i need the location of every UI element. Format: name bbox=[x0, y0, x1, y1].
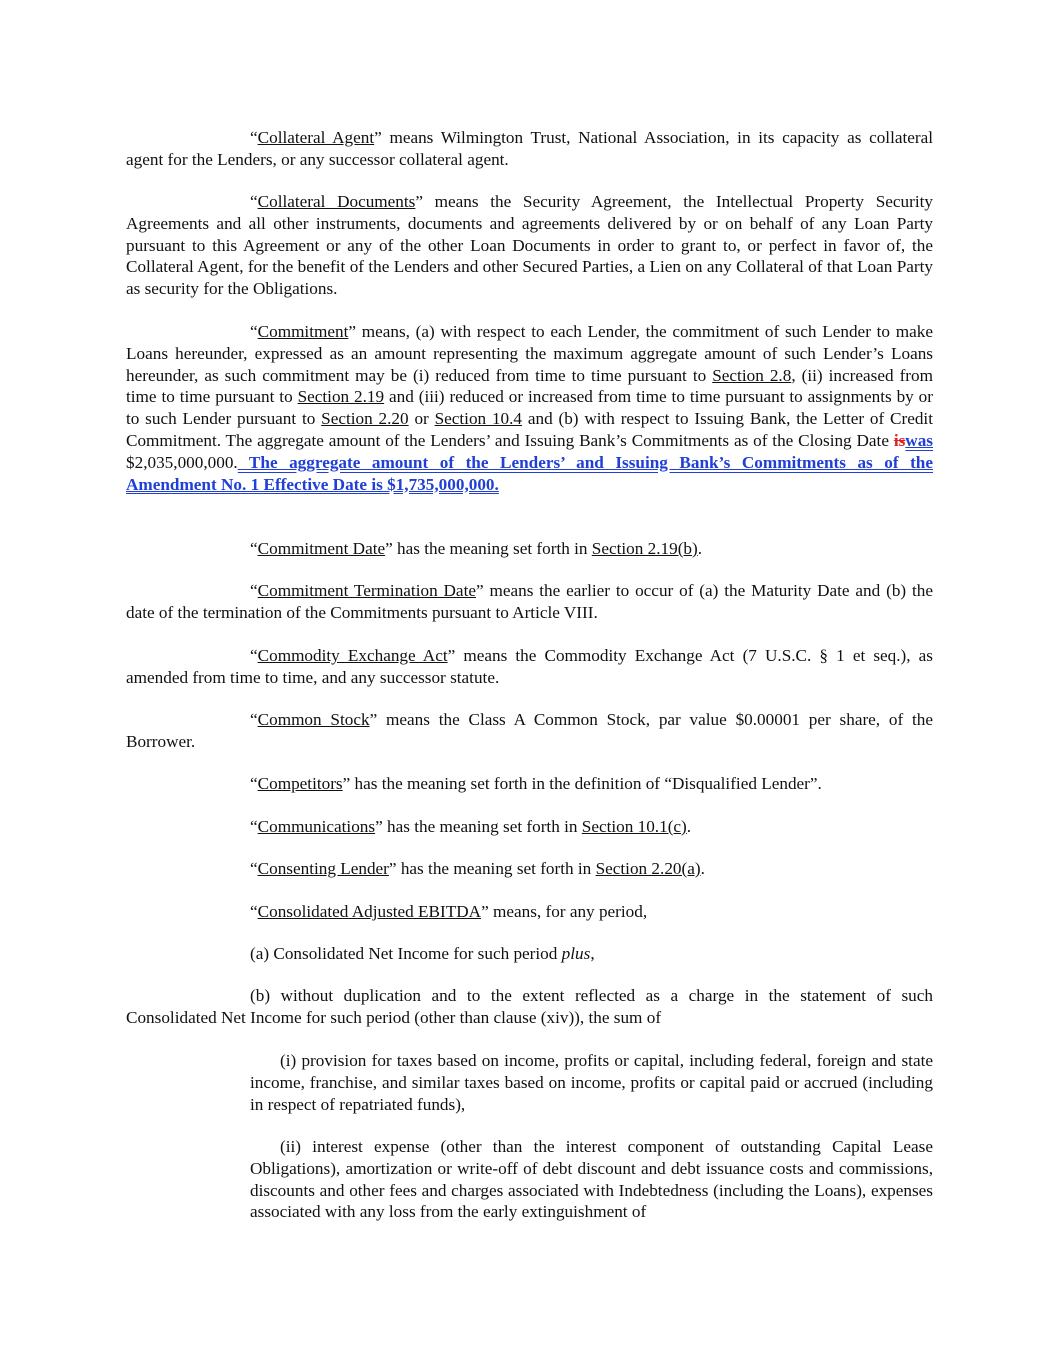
section-reference: Section 2.19 bbox=[297, 387, 385, 407]
defined-term: Communications bbox=[257, 817, 376, 836]
definition-commitment-date: “Commitment Date” has the meaning set forth in Section 2.19(b). bbox=[250, 539, 703, 558]
definition-competitors: “Competitors” has the meaning set forth in the definition of “Disqualified Lender”. bbox=[250, 774, 822, 793]
clause-a: (a) Consolidated Net Income for such period plus, bbox=[250, 944, 595, 963]
defined-term: Commitment bbox=[257, 322, 349, 341]
defined-term: Consolidated Adjusted EBITDA bbox=[257, 902, 482, 921]
defined-term: Commitment Date bbox=[257, 539, 386, 558]
section-reference: Section 10.4 bbox=[434, 409, 523, 429]
clause-b-i: (i) provision for taxes based on income, profits or capital, including federal, foreign and state income, franchise, and similar taxes based on income, profits or capital paid or accrued (including in respect of repatriated funds), bbox=[250, 1051, 933, 1114]
defined-term: Commitment Termination Date bbox=[257, 581, 476, 600]
section-reference: Section 2.19(b) bbox=[591, 539, 698, 558]
definition-consolidated-adjusted-ebitda: “Consolidated Adjusted EBITDA” means, for any period, bbox=[250, 902, 648, 921]
definition-collateral-documents: “Collateral Documents” means the Security Agreement, the Intellectual Property Security Agreements and all other instruments, documents and agreements delivered by or on behalf of any Loan Party pursuant to this Agreement or any of the other Loan Documents in order to grant to, or perfect in favor of, the Collateral Agent, for the benefit of the Lenders and other Secured Parties, a Lien on any Collateral of that Loan Party as security for the Obligations. bbox=[126, 192, 933, 299]
inserted-sentence: The aggregate amount of the Lenders’ and Issuing Bank’s Commitments as of the Amendment No. 1 Effective Date is $1,735,000,000. bbox=[126, 452, 933, 494]
definition-commitment: “Commitment” means, (a) with respect to each Lender, the commitment of such Lender to make Loans hereunder, expressed as an amount representing the maximum aggregate amount of such Lender’s Loans hereunder, as such commitment may be (i) reduced from time to time pursuant to Section 2.8, (ii) increased from time to time pursuant to Section 2.19 and (iii) reduced or increased from time to time pursuant to assignments by or to such Lender pursuant to Section 2.20 or Section 10.4 and (b) with respect to Issuing Bank, the Letter of Credit Commitment. The aggregate amount of the Lenders’ and Issuing Bank’s Commitments as of the Closing Date iswas $2,035,000,000. The aggregate amount of the Lenders’ and Issuing Bank’s Commitments as of the Amendment No. 1 Effective Date is $1,735,000,000. bbox=[126, 322, 933, 494]
definition-collateral-agent: “Collateral Agent” means Wilmington Trust, National Association, in its capacity as collateral agent for the Lenders, or any successor collateral agent. bbox=[126, 128, 934, 169]
definition-commodity-exchange-act: “Commodity Exchange Act” means the Commodity Exchange Act (7 U.S.C. § 1 et seq.), as amended from time to time, and any successor statute. bbox=[126, 646, 933, 687]
section-reference: Section 10.1(c) bbox=[581, 817, 687, 836]
defined-term: Consenting Lender bbox=[257, 859, 389, 878]
defined-term: Collateral Agent bbox=[257, 128, 375, 147]
clause-b-ii: (ii) interest expense (other than the interest component of outstanding Capital Lease Obligations), amortization or write-off of debt discount and debt issuance costs and commissions, discounts and other fees and charges associated with Indebtedness (including the Loans), expenses associated with any loss from the early extinguishment of bbox=[250, 1137, 933, 1222]
clause-b: (b) without duplication and to the extent reflected as a charge in the statement of such Consolidated Net Income for such period (other than clause (xiv)), the sum of bbox=[126, 986, 933, 1027]
section-reference: Section 2.8 bbox=[712, 365, 792, 385]
inserted-text: was bbox=[905, 430, 933, 450]
defined-term: Competitors bbox=[257, 774, 343, 793]
defined-term: Common Stock bbox=[257, 710, 370, 729]
deleted-text: is bbox=[893, 430, 906, 450]
definition-communications: “Communications” has the meaning set forth in Section 10.1(c). bbox=[250, 817, 692, 836]
section-reference: Section 2.20(a) bbox=[595, 859, 701, 878]
section-reference: Section 2.20 bbox=[321, 409, 409, 429]
definition-commitment-termination-date: “Commitment Termination Date” means the earlier to occur of (a) the Maturity Date and (b) the date of the termination of the Commitments pursuant to Article VIII. bbox=[126, 581, 934, 622]
definition-consenting-lender: “Consenting Lender” has the meaning set forth in Section 2.20(a). bbox=[250, 859, 705, 878]
defined-term: Collateral Documents bbox=[257, 192, 416, 211]
defined-term: Commodity Exchange Act bbox=[257, 646, 448, 665]
definition-common-stock: “Common Stock” means the Class A Common Stock, par value $0.00001 per share, of the Borrower. bbox=[126, 710, 934, 751]
